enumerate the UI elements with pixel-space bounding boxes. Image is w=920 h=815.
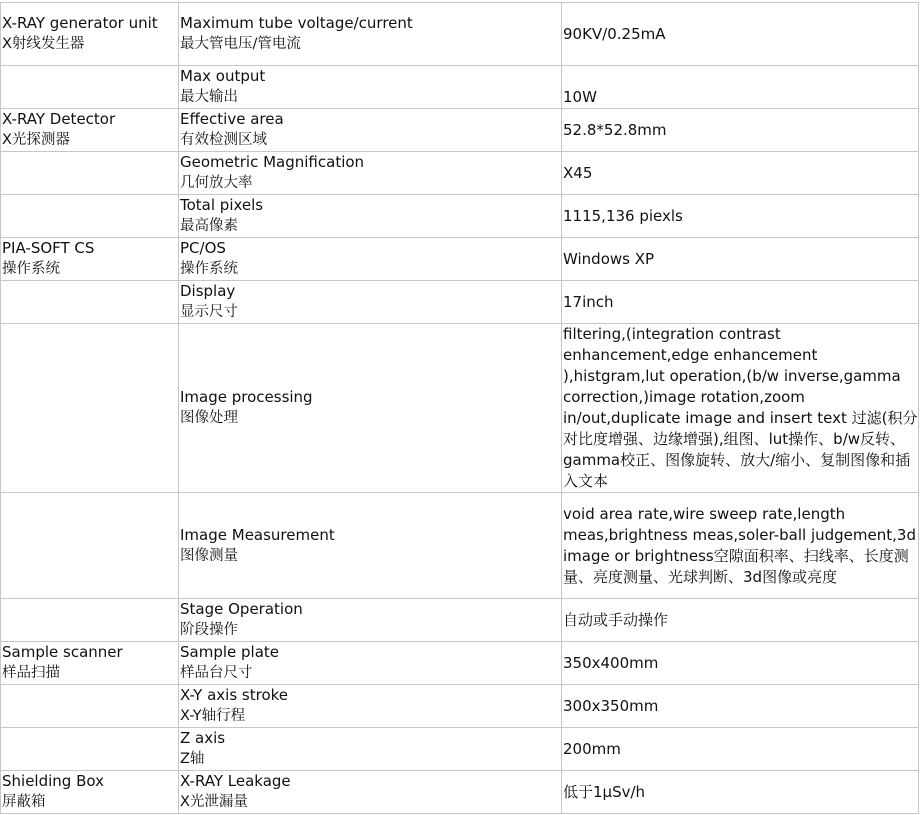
value-cell — [562, 3, 919, 66]
item-label-en: Stage Operation — [180, 600, 303, 618]
value-cell — [562, 281, 919, 324]
category-cell — [1, 685, 179, 728]
category-cell — [1, 642, 179, 685]
item-label-en: Display — [180, 282, 236, 300]
category-cell — [1, 599, 179, 642]
item-cell — [179, 493, 562, 599]
item-label-zh: 最大输出 — [180, 89, 238, 105]
item-label-en: Sample plate — [180, 643, 280, 661]
value-cell — [562, 238, 919, 281]
value-cell — [562, 728, 919, 771]
value-text: filtering,(integration contrast enhancement,edge enhancement ),histgram,lut operation,(b/w inverse,gamma correction,)image rotation,zoom in/out,duplicate image and insert text 过滤(积分对比度增强、边缘增强),组图、lut操作、b/w反转、gamma校正、图像旋转、放大/缩小、复制图像和插入文本 — [563, 325, 918, 490]
category-cell — [1, 324, 179, 493]
item-cell — [179, 728, 562, 771]
category-cell — [1, 66, 179, 109]
table-row — [1, 66, 919, 109]
item-cell — [179, 3, 562, 66]
table-row — [1, 3, 919, 66]
item-cell — [179, 771, 562, 814]
item-cell — [179, 324, 562, 493]
value-text: 自动或手动操作 — [563, 610, 669, 629]
table-row — [1, 771, 919, 814]
item-label-zh: X-Y轴行程 — [180, 708, 246, 724]
category-cell — [1, 771, 179, 814]
specification-table — [0, 2, 919, 814]
value-text: 52.8*52.8mm — [563, 120, 667, 139]
value-text: 10W — [563, 88, 597, 106]
item-label-en: PC/OS — [180, 239, 226, 257]
item-label-en: Total pixels — [180, 196, 264, 214]
item-label-en: X-RAY Leakage — [180, 772, 291, 790]
value-cell — [562, 324, 919, 493]
value-cell — [562, 109, 919, 152]
table-row — [1, 238, 919, 281]
table-row — [1, 324, 919, 493]
category-label-en: Shielding Box — [2, 772, 104, 790]
value-cell — [562, 642, 919, 685]
table-row — [1, 685, 919, 728]
value-text: Windows XP — [563, 249, 655, 268]
item-label-en: Effective area — [180, 110, 284, 128]
value-cell — [562, 771, 919, 814]
item-label-zh: Z轴 — [180, 751, 205, 767]
item-cell — [179, 66, 562, 109]
category-cell — [1, 728, 179, 771]
item-cell — [179, 281, 562, 324]
category-label-zh: 屏蔽箱 — [2, 794, 46, 810]
category-label-zh: X光探测器 — [2, 132, 70, 148]
category-cell — [1, 152, 179, 195]
value-cell — [562, 493, 919, 599]
specification-table-body — [1, 3, 919, 814]
category-cell — [1, 109, 179, 152]
table-row — [1, 642, 919, 685]
item-label-en: Z axis — [180, 729, 226, 747]
table-row — [1, 152, 919, 195]
category-label-en: X-RAY generator unit — [2, 14, 158, 32]
table-row — [1, 281, 919, 324]
table-row — [1, 599, 919, 642]
value-text: void area rate,wire sweep rate,length meas,brightness meas,soler-ball judgement,3d image or brightness空隙面积率、扫线率、长度测量、亮度测量、光球判断、3d图像或亮度 — [563, 504, 916, 586]
category-cell — [1, 493, 179, 599]
category-cell — [1, 238, 179, 281]
value-cell — [562, 152, 919, 195]
item-label-en: Image Measurement — [180, 525, 335, 544]
value-cell — [562, 685, 919, 728]
item-cell — [179, 685, 562, 728]
value-text: X45 — [563, 163, 593, 182]
value-cell — [562, 195, 919, 238]
item-label-zh: 几何放大率 — [180, 175, 253, 191]
item-cell — [179, 599, 562, 642]
item-label-en: Maximum tube voltage/current — [180, 14, 413, 32]
value-text: 200mm — [563, 739, 621, 758]
category-label-zh: X射线发生器 — [2, 36, 85, 52]
table-row — [1, 493, 919, 599]
value-cell — [562, 66, 919, 109]
table-row — [1, 728, 919, 771]
item-label-zh: 有效检测区域 — [180, 132, 267, 148]
category-label-zh: 操作系统 — [2, 261, 60, 277]
table-row — [1, 195, 919, 238]
item-label-zh: 操作系统 — [180, 261, 238, 277]
item-label-zh: X光泄漏量 — [180, 794, 248, 810]
category-label-en: X-RAY Detector — [2, 110, 116, 128]
value-text: 350x400mm — [563, 653, 659, 672]
category-label-en: Sample scanner — [2, 643, 123, 661]
item-cell — [179, 195, 562, 238]
table-row — [1, 109, 919, 152]
value-text: 低于1μSv/h — [563, 782, 646, 801]
item-label-zh: 显示尺寸 — [180, 304, 238, 320]
item-label-en: X-Y axis stroke — [180, 686, 289, 704]
item-cell — [179, 109, 562, 152]
item-cell — [179, 238, 562, 281]
item-label-zh: 阶段操作 — [180, 622, 238, 638]
item-label-zh: 最大管电压/管电流 — [180, 36, 301, 52]
value-text: 300x350mm — [563, 696, 659, 715]
category-label-en: PIA-SOFT CS — [2, 239, 95, 257]
value-text: 17inch — [563, 292, 614, 311]
item-label-zh: 样品台尺寸 — [180, 665, 253, 681]
category-cell — [1, 195, 179, 238]
category-cell — [1, 281, 179, 324]
item-label-en: Image processing — [180, 388, 313, 406]
value-cell — [562, 599, 919, 642]
item-label-zh: 图像测量 — [180, 547, 238, 564]
item-cell — [179, 152, 562, 195]
item-label-en: Geometric Magnification — [180, 153, 365, 171]
item-label-zh: 图像处理 — [180, 410, 238, 426]
item-label-zh: 最高像素 — [180, 218, 238, 234]
item-cell — [179, 642, 562, 685]
category-cell — [1, 3, 179, 66]
value-text: 1115,136 piexls — [563, 206, 683, 225]
value-text: 90KV/0.25mA — [563, 24, 666, 43]
category-label-zh: 样品扫描 — [2, 665, 60, 681]
item-label-en: Max output — [180, 67, 266, 85]
